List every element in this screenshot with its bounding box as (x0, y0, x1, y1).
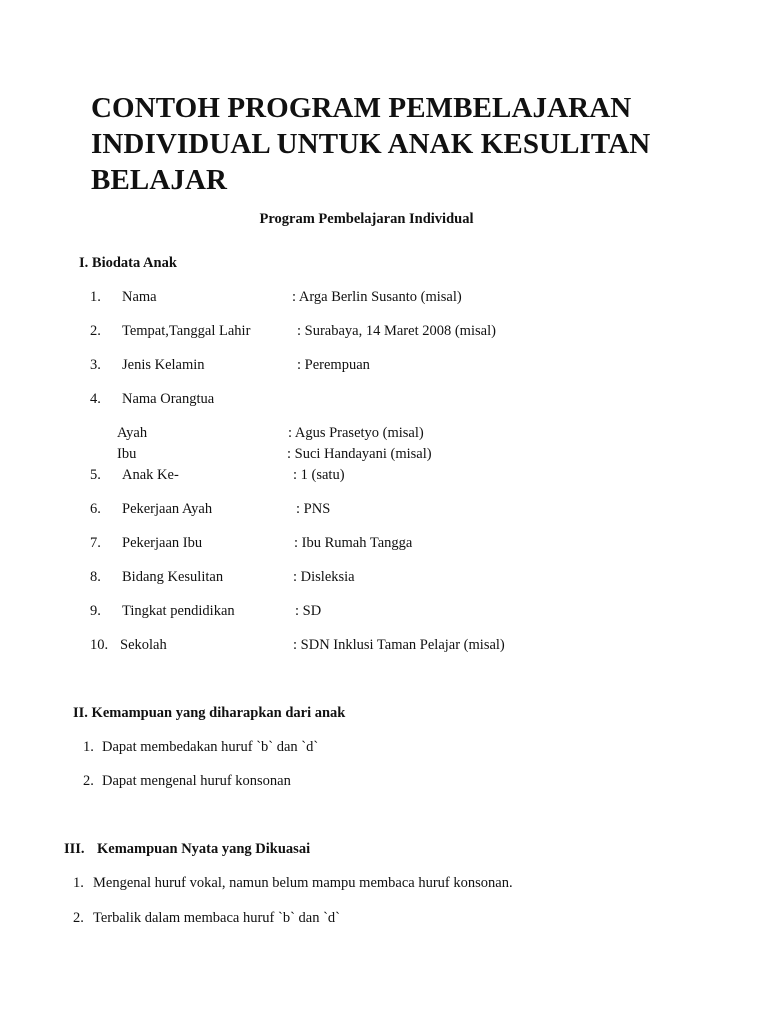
row-value: : Surabaya, 14 Maret 2008 (misal) (297, 323, 496, 339)
row-value: : Disleksia (293, 569, 355, 585)
document-subtitle: Program Pembelajaran Individual (259, 211, 474, 227)
item-number: 1. (83, 739, 94, 755)
row-label: Jenis Kelamin (122, 357, 205, 373)
item-number: 1. (73, 875, 84, 891)
item-text: Mengenal huruf vokal, namun belum mampu membaca huruf konsonan. (93, 875, 513, 891)
row-value: : 1 (satu) (293, 467, 345, 483)
row-label: Bidang Kesulitan (122, 569, 224, 585)
row-value: : Perempuan (297, 357, 370, 373)
row-number: 8. (90, 569, 101, 585)
row-value: : SD (295, 603, 322, 619)
row-number: 6. (90, 501, 101, 517)
row-value: : Ibu Rumah Tangga (294, 535, 413, 551)
row-number: 2. (90, 323, 101, 339)
section-3-number: III. (64, 841, 85, 857)
row-label: Tingkat pendidikan (122, 603, 235, 619)
row-label: Pekerjaan Ayah (122, 501, 213, 517)
section-1-heading: I. Biodata Anak (79, 255, 177, 271)
row-label: Sekolah (120, 637, 167, 653)
row-number: 4. (90, 391, 101, 407)
row-value: : PNS (296, 501, 331, 517)
row-number: 10. (90, 637, 109, 653)
row-label: Nama (122, 289, 157, 305)
parent-value: : Agus Prasetyo (misal) (288, 425, 424, 441)
item-text: Terbalik dalam membaca huruf `b` dan `d` (93, 910, 340, 926)
row-number: 5. (90, 467, 101, 483)
row-value: : SDN Inklusi Taman Pelajar (misal) (293, 637, 505, 653)
row-label: Tempat,Tanggal Lahir (122, 323, 251, 339)
row-label: Anak Ke- (122, 467, 179, 483)
item-text: Dapat membedakan huruf `b` dan `d` (102, 739, 319, 755)
row-number: 3. (90, 357, 101, 373)
section-3-title: Kemampuan Nyata yang Dikuasai (97, 841, 311, 857)
section-2-heading: II. Kemampuan yang diharapkan dari anak (73, 705, 346, 721)
parent-label: Ayah (117, 425, 148, 441)
row-label: Nama Orangtua (122, 391, 215, 407)
row-number: 7. (90, 535, 101, 551)
parent-value: : Suci Handayani (misal) (287, 446, 432, 462)
item-number: 2. (73, 910, 84, 926)
row-number: 9. (90, 603, 101, 619)
item-text: Dapat mengenal huruf konsonan (102, 773, 291, 789)
document-title: CONTOH PROGRAM PEMBELAJARAN INDIVIDUAL UNTUK ANAK KESULITAN BELAJAR (91, 92, 651, 196)
row-label: Pekerjaan Ibu (122, 535, 203, 551)
parent-label: Ibu (117, 446, 137, 462)
row-number: 1. (90, 289, 101, 305)
item-number: 2. (83, 773, 94, 789)
row-value: : Arga Berlin Susanto (misal) (292, 289, 462, 305)
